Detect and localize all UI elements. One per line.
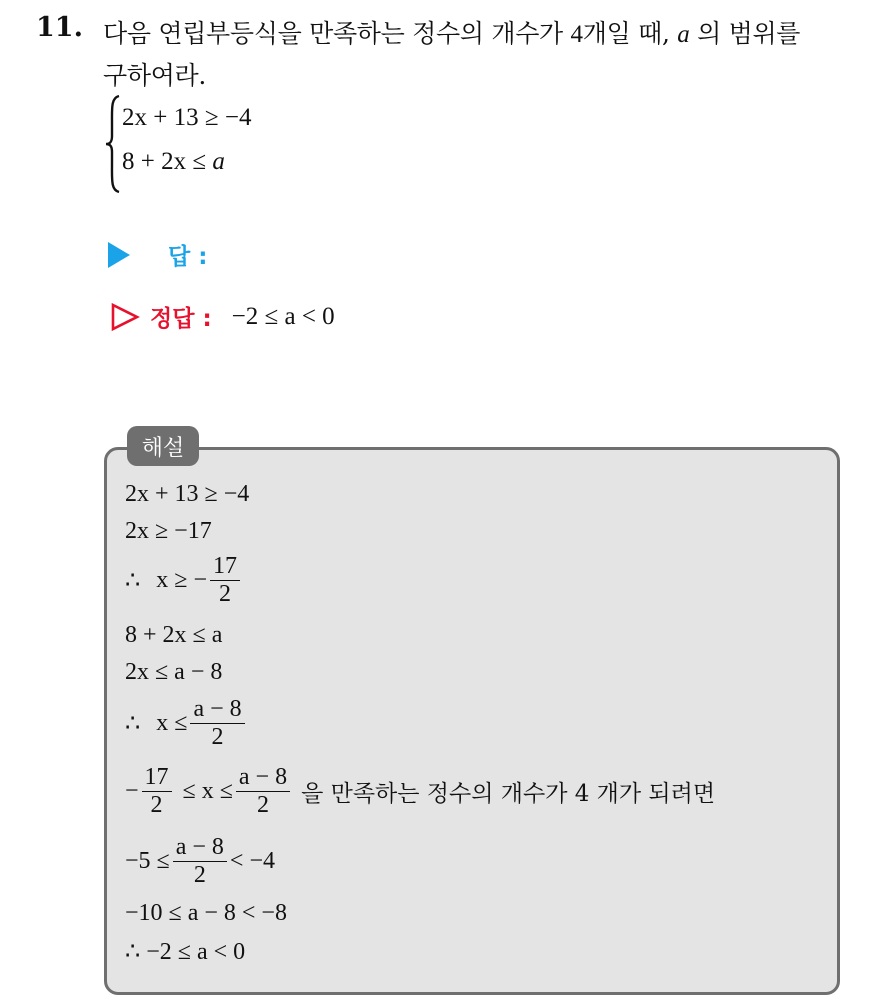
correct-answer-row (110, 300, 335, 333)
system-row-2-lhs: 8 + 2x (122, 148, 187, 175)
solution-line-10: ∴ −2 ≤ a < 0 (125, 939, 246, 965)
fraction-17-over-2 (142, 765, 172, 818)
solution-line-7-mid: ≤ x ≤ (182, 778, 233, 805)
solution-line-9: −10 ≤ a − 8 < −8 (125, 900, 287, 926)
solution-line-8-right: < −4 (229, 848, 275, 875)
outline-play-icon (110, 302, 140, 332)
system-row-1-lhs: 2x + 13 (122, 104, 199, 131)
fraction-numerator: a − 8 (236, 765, 290, 792)
fraction-a-minus-8-over-2 (190, 697, 244, 750)
play-icon (108, 242, 130, 268)
system-row-2 (122, 148, 225, 176)
question-text-line2: 구하여라. (103, 61, 207, 90)
solution-line-3-left: x ≥ − (156, 567, 207, 594)
solution-line-3 (125, 554, 243, 607)
fraction-denominator: 2 (150, 792, 163, 819)
fraction-denominator: 2 (211, 724, 224, 751)
fraction-a-minus-8-over-2 (236, 765, 290, 818)
fraction-17-over-2 (210, 554, 240, 607)
question-text-line1 (103, 14, 800, 50)
fraction-denominator: 2 (193, 862, 206, 889)
correct-answer-label: 정답 : (150, 306, 212, 332)
inequality-system (104, 94, 364, 194)
fraction-numerator: a − 8 (173, 835, 227, 862)
answer-label: 답 : (168, 244, 208, 270)
solution-line-7 (125, 765, 715, 818)
fraction-denominator: 2 (219, 581, 231, 608)
answer-row (108, 238, 207, 271)
question-text-prefix: 다음 연립부등식을 만족하는 정수의 개수가 (103, 19, 571, 48)
solution-line-8-left: −5 ≤ (125, 848, 170, 875)
solution-line-2: 2x ≥ −17 (125, 518, 212, 544)
correct-answer-value: −2 ≤ a < 0 (231, 302, 335, 330)
fraction-denominator: 2 (256, 792, 269, 819)
fraction-numerator: 17 (210, 554, 240, 581)
solution-line-7-text: 을 만족하는 정수의 개수가 4 개가 되려면 (301, 781, 716, 808)
fraction-a-minus-8-over-2 (173, 835, 227, 888)
therefore-symbol: ∴ (125, 711, 141, 738)
solution-line-8 (125, 835, 275, 888)
system-row-1 (122, 104, 251, 132)
system-row-1-op: ≥ (204, 104, 219, 131)
fraction-numerator: 17 (142, 765, 172, 792)
system-row-2-rhs: a (212, 148, 225, 175)
fraction-numerator: a − 8 (190, 697, 244, 724)
solution-line-4: 8 + 2x ≤ a (125, 622, 223, 648)
question-count: 4 (570, 21, 583, 48)
system-row-1-rhs: −4 (224, 104, 252, 131)
solution-line-1: 2x + 13 ≥ −4 (125, 481, 250, 507)
question-text-suffix: 의 범위를 (689, 19, 801, 48)
solution-line-6-left: x ≤ (156, 710, 188, 737)
solution-line-5: 2x ≤ a − 8 (125, 659, 223, 685)
solution-line-6 (125, 697, 248, 750)
left-brace-icon (104, 94, 122, 194)
question-number: 11. (36, 12, 83, 43)
question-variable: a (677, 21, 690, 48)
solution-tab: 해설 (127, 426, 199, 466)
therefore-symbol: ∴ (125, 568, 141, 595)
question-text-mid: 개일 때, (582, 19, 678, 48)
system-row-2-op: ≤ (192, 148, 207, 175)
minus-sign: − (125, 778, 139, 805)
